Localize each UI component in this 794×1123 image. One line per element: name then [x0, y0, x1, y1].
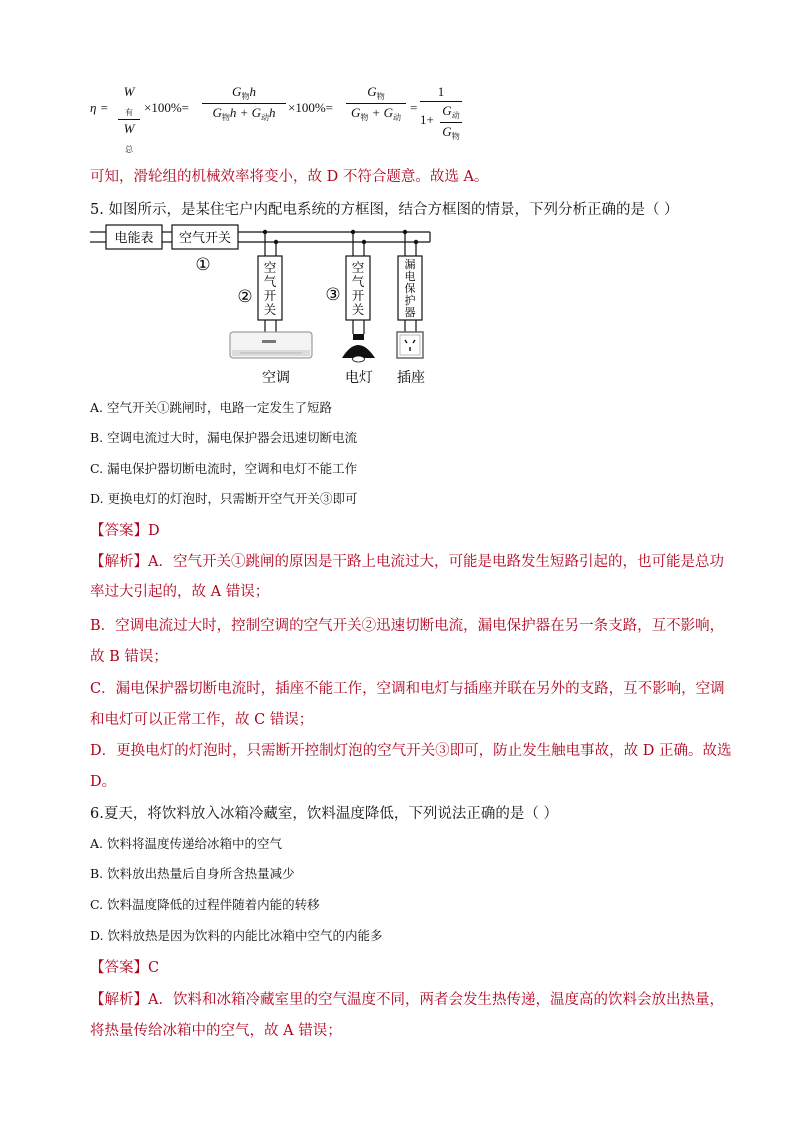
q5-analysis-line: B．空调电流过大时，控制空调的空气开关②迅速切断电流，漏电保护器在另一条支路，互不影响， — [90, 618, 725, 634]
fraction-gh: $G_物h$ $G_物h + G_动h$ — [202, 84, 286, 123]
lamp-icon — [342, 334, 375, 362]
protector-char: 电 — [404, 270, 416, 283]
switch-3-char: 关 — [351, 302, 365, 317]
q5-analysis-line: D．更换电灯的灯泡时，只需断开控制灯泡的空气开关③即可，防止发生触电事故，故 D 正确。故选 — [90, 743, 732, 759]
formula-eta: η = — [90, 100, 109, 115]
q5-option-a: A. 空气开关①跳闸时，电路一定发生了短路 — [90, 400, 332, 415]
q5-option-d: D. 更换电灯的灯泡时，只需断开空气开关③即可 — [90, 491, 358, 506]
formula-times-1: ×100%= — [144, 100, 189, 115]
switch-3-char: 空 — [351, 260, 365, 275]
formula-times-2: ×100%= — [288, 100, 333, 115]
q5-analysis-line: C．漏电保护器切断电流时，插座不能工作，空调和电灯与插座并联在另外的支路，互不影响，空调 — [90, 681, 725, 697]
efficiency-formula — [90, 80, 460, 152]
switch-3-char: 气 — [351, 274, 365, 289]
switch-3-char: 开 — [351, 288, 365, 303]
q5-answer: 【答案】D — [90, 523, 160, 539]
circle-label-3: ③ — [325, 285, 341, 305]
air-conditioner-icon — [230, 332, 312, 358]
q5-analysis-line: 【解析】A．空气开关①跳闸的原因是干路上电流过大，可能是电路发生短路引起的，也可能是总功 — [90, 554, 724, 570]
lamp-label: 电灯 — [345, 370, 373, 386]
fraction-g: $G_物$ $G_物 + G_动$ — [346, 84, 406, 123]
q5-analysis-line: 率过大引起的，故 A 错误； — [90, 584, 270, 600]
protector-char: 漏 — [404, 258, 416, 271]
switch-2-char: 空 — [263, 260, 277, 275]
q6-answer: 【答案】C — [90, 960, 160, 976]
q5-analysis-line: 和电灯可以正常工作，故 C 错误； — [90, 712, 314, 728]
fraction-one-over: 1 1+ $G_动$ $G_物$ — [420, 84, 462, 143]
conclusion-text: 可知，滑轮组的机械效率将变小，故 D 不符合题意。故选 A。 — [90, 169, 489, 185]
formula-equals: = — [410, 100, 418, 115]
circle-label-2: ② — [237, 287, 253, 307]
q5-option-c: C. 漏电保护器切断电流时，空调和电灯不能工作 — [90, 461, 358, 476]
meter-label: 电能表 — [114, 231, 154, 246]
socket-label: 插座 — [397, 370, 425, 386]
main-switch-label: 空气开关 — [178, 231, 232, 246]
protector-char: 器 — [404, 306, 416, 319]
protector-char: 保 — [404, 282, 416, 295]
q6-option-c: C. 饮料温度降低的过程伴随着内能的转移 — [90, 897, 320, 912]
distribution-diagram — [90, 222, 450, 390]
switch-2-char: 开 — [263, 288, 277, 303]
switch-2-char: 关 — [263, 302, 277, 317]
q5-stem: 5. 如图所示，是某住宅户内配电系统的方框图，结合方框图的情景，下列分析正确的是（ ） — [90, 202, 679, 218]
fraction-work: $W_有$ $W_总$ — [118, 84, 140, 155]
q6-option-b: B. 饮料放出热量后自身所含热量减少 — [90, 866, 295, 881]
circle-label-1: ① — [195, 255, 211, 275]
q6-analysis-line: 将热量传给冰箱中的空气，故 A 错误； — [90, 1023, 342, 1039]
q6-analysis-line: 【解析】A．饮料和冰箱冷藏室里的空气温度不同，两者会发生热传递，温度高的饮料会放出热量， — [90, 992, 724, 1008]
protector-char: 护 — [404, 294, 416, 307]
switch-2-char: 气 — [263, 274, 277, 289]
q5-option-b: B. 空调电流过大时，漏电保护器会迅速切断电流 — [90, 430, 358, 445]
q6-option-a: A. 饮料将温度传递给冰箱中的空气 — [90, 836, 282, 851]
q6-option-d: D. 饮料放热是因为饮料的内能比冰箱中空气的内能多 — [90, 928, 383, 943]
socket-icon — [397, 332, 423, 358]
ac-label: 空调 — [262, 370, 290, 386]
q5-analysis-line: 故 B 错误； — [90, 649, 168, 665]
q6-stem: 6.夏天，将饮料放入冰箱冷藏室，饮料温度降低，下列说法正确的是（ ） — [90, 806, 558, 822]
q5-analysis-line: D。 — [90, 774, 117, 790]
